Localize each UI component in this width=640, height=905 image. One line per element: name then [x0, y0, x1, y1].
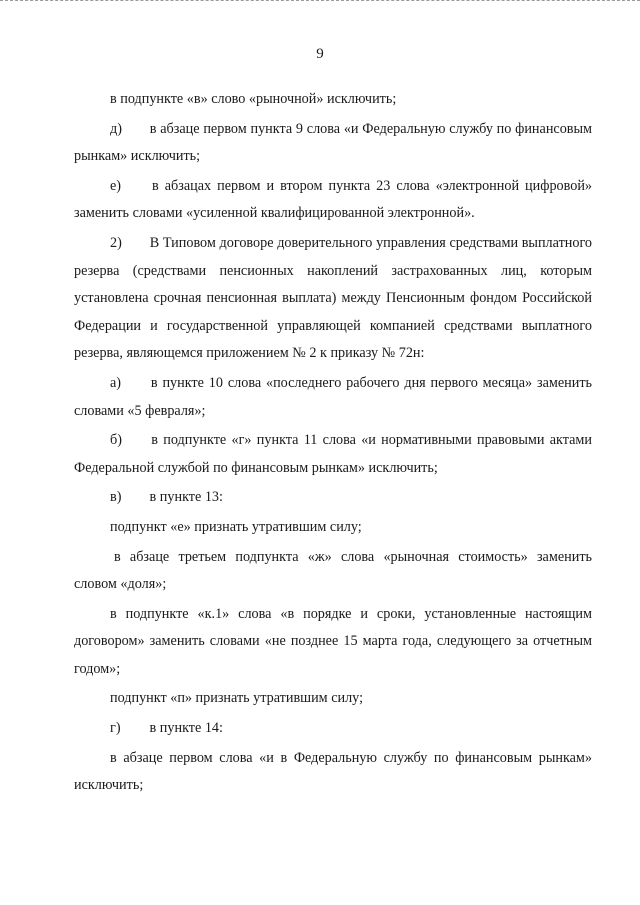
paragraph-text: в пункте 13: [149, 489, 223, 506]
paragraph-item-d [74, 116, 592, 171]
paragraph-item-g [74, 715, 592, 743]
paragraph-first-subparagraph [74, 745, 592, 800]
list-marker: 2) [110, 234, 122, 251]
paragraph-text: в подпункте «к.1» слова «в порядке и сроки, установленные настоящим договором» заменить словами «не позднее 15 марта года, следующего за отчетным годом»; [74, 605, 592, 677]
paragraph-item-e [74, 173, 592, 228]
paragraph-text: подпункт «п» признать утратившим силу; [110, 690, 364, 707]
paragraph-text: в пункте 14: [149, 720, 223, 737]
list-marker: е) [110, 177, 122, 194]
paragraph-item-b [74, 427, 592, 482]
paragraph-text: подпункт «е» признать утратившим силу; [110, 518, 362, 535]
list-marker: б) [110, 432, 122, 449]
paragraph-item-a [74, 370, 592, 425]
paragraph-text: в абзацах первом и втором пункта 23 слова «электронной цифровой» заменить словами «усиленной квалифицированной электронной». [74, 177, 593, 222]
paragraph-section-2 [74, 230, 592, 368]
paragraph-text: в абзаце первом пункта 9 слова «и Федеральную службу по финансовым рынкам» исключить; [74, 120, 593, 165]
paragraph-text: В Типовом договоре доверительного управления средствами выплатного резерва (средствами пенсионных накоплений застрахованных лиц, которым установлена срочная пенсионная выплата) между Пенсионным фондом Российской Федерации и государственной управляющей компанией средствами выплатного резерва, являющемся приложением № 2 к приказу № 72н: [74, 234, 593, 362]
document-body [74, 86, 592, 800]
paragraph-text: в подпункте «г» пункта 11 слова «и нормативными правовыми актами Федеральной службой по финансовым рынкам» исключить; [74, 432, 592, 476]
list-marker: а) [110, 374, 122, 391]
paragraph-subitem-k1 [74, 601, 592, 684]
paragraph-text: в пункте 10 слова «последнего рабочего дня первого месяца» заменить словами «5 февраля»; [74, 374, 592, 419]
list-marker: г) [110, 720, 121, 737]
paragraph-subitem-e [74, 514, 592, 542]
paragraph-subitem-p [74, 685, 592, 713]
paragraph-subitem-zh [74, 544, 592, 599]
paragraph-text: в подпункте «в» слово «рыночной» исключить; [110, 91, 397, 107]
paragraph-item-v [74, 484, 592, 512]
list-marker: в) [110, 489, 122, 506]
list-marker: д) [110, 120, 122, 137]
paragraph-text: в абзаце третьем подпункта «ж» слова «рыночная стоимость» заменить словом «доля»; [74, 548, 592, 593]
paragraph-text: в абзаце первом слова «и в Федеральную службу по финансовым рынкам» исключить; [74, 749, 592, 794]
page-number: 9 [316, 46, 324, 62]
paragraph-subitem-v-clause [74, 86, 592, 114]
page-top-edge [0, 0, 640, 3]
